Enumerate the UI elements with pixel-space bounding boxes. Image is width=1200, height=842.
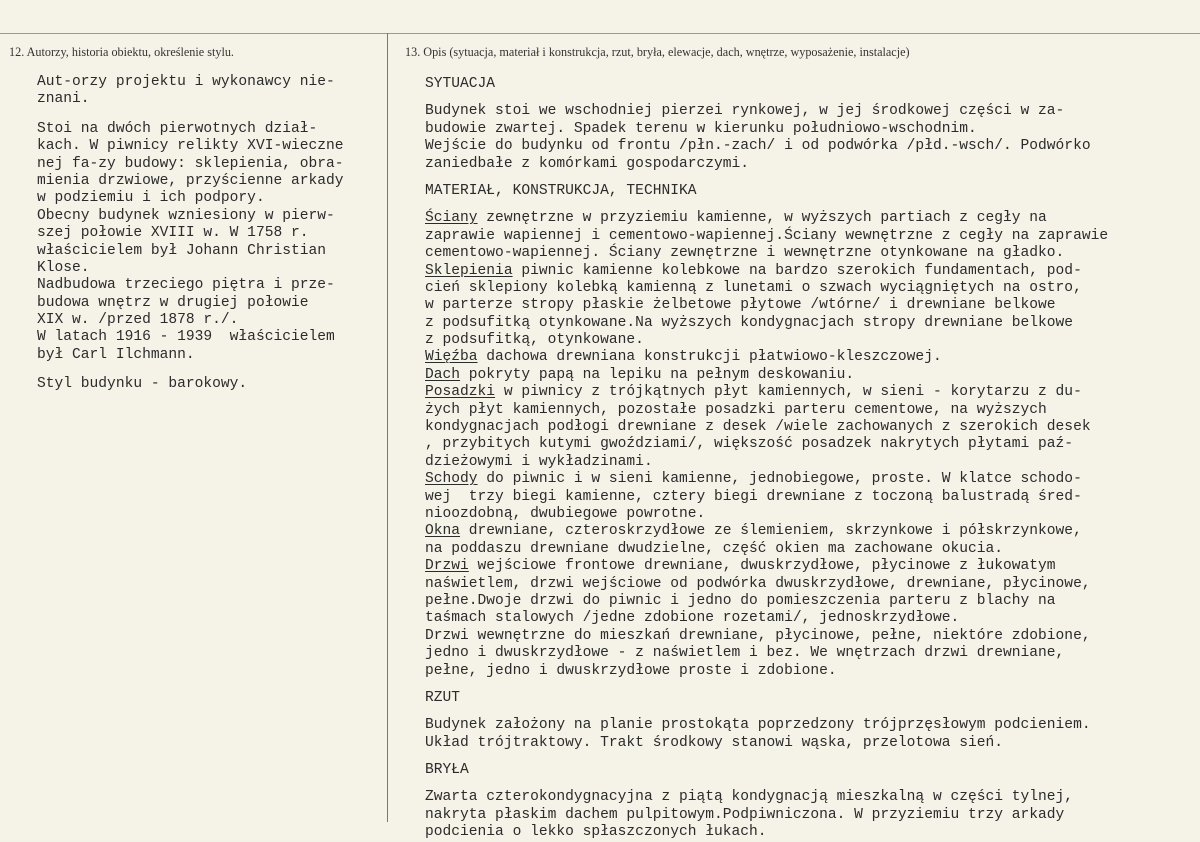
description-line: zaprawie wapiennej i cementowo-wapiennej.Ściany wewnętrzne z cegły na zaprawie xyxy=(425,227,1109,244)
description-line: , przybitych kutymi gwoździami/, większość posadzek nakrytych płytami paź- xyxy=(425,436,1074,453)
history-line: szej połowie XVIII w. W 1758 r. xyxy=(37,225,309,242)
description-line: Zwarta czterokondygnacyjna z piątą kondygnacją mieszkalną w części tylnej, xyxy=(425,789,1074,806)
term-label: Sklepienia xyxy=(425,262,513,279)
description-line xyxy=(425,349,1200,366)
history-line: znani. xyxy=(37,91,90,108)
right-field-header: 13. Opis (sytuacja, materiał i konstrukcja, rzut, bryła, elewacje, dach, wnętrze, wyposażenie, instalacje) xyxy=(405,45,910,59)
history-line: był Carl Ilchmann. xyxy=(37,346,195,363)
description-line: wej trzy biegi kamienne, cztery biegi drewniane z toczoną balustradą śred- xyxy=(425,488,1082,505)
term-text: dachowa drewniana konstrukcji płatwiowo-kleszczowej. xyxy=(477,349,942,366)
heading-gap xyxy=(425,200,1200,210)
term-label: Dach xyxy=(425,366,461,383)
description-line xyxy=(425,523,1200,540)
description-line: cementowo-wapiennej. Ściany zewnętrzne i wewnętrzne otynkowane na gładko. xyxy=(425,245,1065,262)
history-line: Nadbudowa trzeciego piętra i prze- xyxy=(37,277,335,294)
description-line: podcienia o lekko spłaszczonych łukach. xyxy=(425,824,767,841)
description-line xyxy=(425,210,1200,227)
section-gap xyxy=(425,752,1200,762)
description-column xyxy=(425,76,1200,842)
paragraph-gap xyxy=(37,364,344,376)
description-line: budowie zwartej. Spadek terenu w kierunku południowo-wschodnim. xyxy=(425,120,977,137)
description-line: pełne.Dwoje drzwi do piwnic i jedno do pomieszczenia parteru z blachy na xyxy=(425,592,1056,609)
term-label: Drzwi xyxy=(425,558,469,575)
term-label: Więźba xyxy=(425,349,478,366)
column-divider xyxy=(387,33,388,822)
history-line: Styl budynku - barokowy. xyxy=(37,376,248,393)
section-heading: SYTUACJA xyxy=(425,76,496,92)
history-column xyxy=(37,74,344,394)
history-line: budowa wnętrz w drugiej połowie xyxy=(37,294,309,311)
description-line: jedno i dwuskrzydłowe - z naświetlem i bez. We wnętrzach drzwi drewniane, xyxy=(425,645,1065,662)
description-line xyxy=(425,384,1200,401)
history-line: nej fa-zy budowy: sklepienia, obra- xyxy=(37,155,344,172)
history-line: kach. W piwnicy relikty XVI-wieczne xyxy=(37,138,344,155)
history-line: XIX w. /przed 1878 r./. xyxy=(37,312,239,329)
term-label: Posadzki xyxy=(425,384,496,401)
description-line: w parterze stropy płaskie żelbetowe płytowe /wtórne/ i drewniane belkowe xyxy=(425,297,1056,314)
description-line: Wejście do budynku od frontu /płn.-zach/ i od podwórka /płd.-wsch/. Podwórko xyxy=(425,138,1091,155)
term-text: do piwnic i w sieni kamienne, jednobiegowe, proste. W klatce schodo- xyxy=(477,471,1082,488)
history-line: mienia drzwiowe, przyścienne arkady xyxy=(37,172,344,189)
history-line: Klose. xyxy=(37,259,90,276)
history-line: w podziemiu i ich podpory. xyxy=(37,190,265,207)
term-text: drewniane, czteroskrzydłowe ze ślemieniem, skrzynkowe i półskrzynkowe, xyxy=(460,523,1082,540)
description-line: nioozdobną, dwubiegowe powrotne. xyxy=(425,505,706,522)
term-text: zewnętrzne w przyziemiu kamienne, w wyższych partiach z cegły na xyxy=(477,210,1047,227)
term-label: Okna xyxy=(425,523,461,540)
section-gap xyxy=(425,680,1200,690)
description-line: żych płyt kamiennych, pozostałe posadzki parteru cementowe, na wyższych xyxy=(425,401,1047,418)
top-divider xyxy=(0,33,1200,34)
section-heading: MATERIAŁ, KONSTRUKCJA, TECHNIKA xyxy=(425,182,697,199)
description-line: Układ trójtraktowy. Trakt środkowy stanowi wąska, przelotowa sień. xyxy=(425,734,1004,751)
history-line: Obecny budynek wzniesiony w pierw- xyxy=(37,207,335,224)
description-line xyxy=(425,367,1200,384)
term-label: Ściany xyxy=(425,210,478,227)
description-line: naświetlem, drzwi wejściowe od podwórka dwuskrzydłowe, drewniane, płycinowe, xyxy=(425,575,1091,592)
left-field-header: 12. Autorzy, historia obiektu, określenie stylu. xyxy=(9,45,234,59)
description-line xyxy=(425,263,1200,280)
description-line: z podsufitką, otynkowane. xyxy=(425,332,644,349)
history-line: Aut-orzy projektu i wykonawcy nie- xyxy=(37,74,335,90)
section-gap xyxy=(425,173,1200,183)
description-line: taśmach stalowych /jedne zdobione rozetami/, jednoskrzydłowe. xyxy=(425,610,960,627)
description-line: na poddaszu drewniane dwudzielne, część okien ma zachowane okucia. xyxy=(425,540,1004,557)
term-text: w piwnicy z trójkątnych płyt kamiennych, w sieni - korytarzu z du- xyxy=(495,384,1082,401)
term-text: piwnic kamienne kolebkowe na bardzo szerokich fundamentach, pod- xyxy=(512,262,1082,279)
term-text: pokryty papą na lepiku na pełnym deskowaniu. xyxy=(460,366,855,383)
description-line: pełne, jedno i dwuskrzydłowe proste i zdobione. xyxy=(425,662,837,679)
description-line: cień sklepiony kolebką kamienną z lunetami o szwach wyciągniętych na ostro, xyxy=(425,279,1082,296)
history-line: właścicielem był Johann Christian xyxy=(37,242,327,259)
section-heading: BRYŁA xyxy=(425,762,469,779)
description-line: z podsufitką otynkowane.Na wyższych kondygnacjach stropy drewniane belkowe xyxy=(425,314,1074,331)
description-line: zaniedbałe z komórkami gospodarczymi. xyxy=(425,155,750,172)
term-label: Schody xyxy=(425,471,478,488)
heading-gap xyxy=(425,707,1200,717)
term-text: wejściowe frontowe drewniane, dwuskrzydłowe, płycinowe z łukowatym xyxy=(468,558,1056,575)
heading-gap xyxy=(425,779,1200,789)
description-line: Budynek założony na planie prostokąta poprzedzony trójprzęsłowym podcieniem. xyxy=(425,717,1091,734)
history-line: Stoi na dwóch pierwotnych dział- xyxy=(37,120,318,137)
description-line: kondygnacjach podłogi drewniane z desek /wiele zachowanych z szerokich desek xyxy=(425,419,1091,436)
heading-gap xyxy=(425,93,1200,103)
description-line: Drzwi wewnętrzne do mieszkań drewniane, płycinowe, pełne, niektóre zdobione, xyxy=(425,627,1091,644)
description-line xyxy=(425,558,1200,575)
description-line: nakryta płaskim dachem pulpitowym.Podpiwniczona. W przyziemiu trzy arkady xyxy=(425,806,1065,823)
section-heading: RZUT xyxy=(425,689,461,706)
description-line xyxy=(425,471,1200,488)
description-line: Budynek stoi we wschodniej pierzei rynkowej, w jej środkowej części w za- xyxy=(425,103,1065,120)
description-line: dzieżowymi i wykładzinami. xyxy=(425,453,653,470)
paragraph-gap xyxy=(37,109,344,121)
history-line: W latach 1916 - 1939 właścicielem xyxy=(37,329,335,346)
